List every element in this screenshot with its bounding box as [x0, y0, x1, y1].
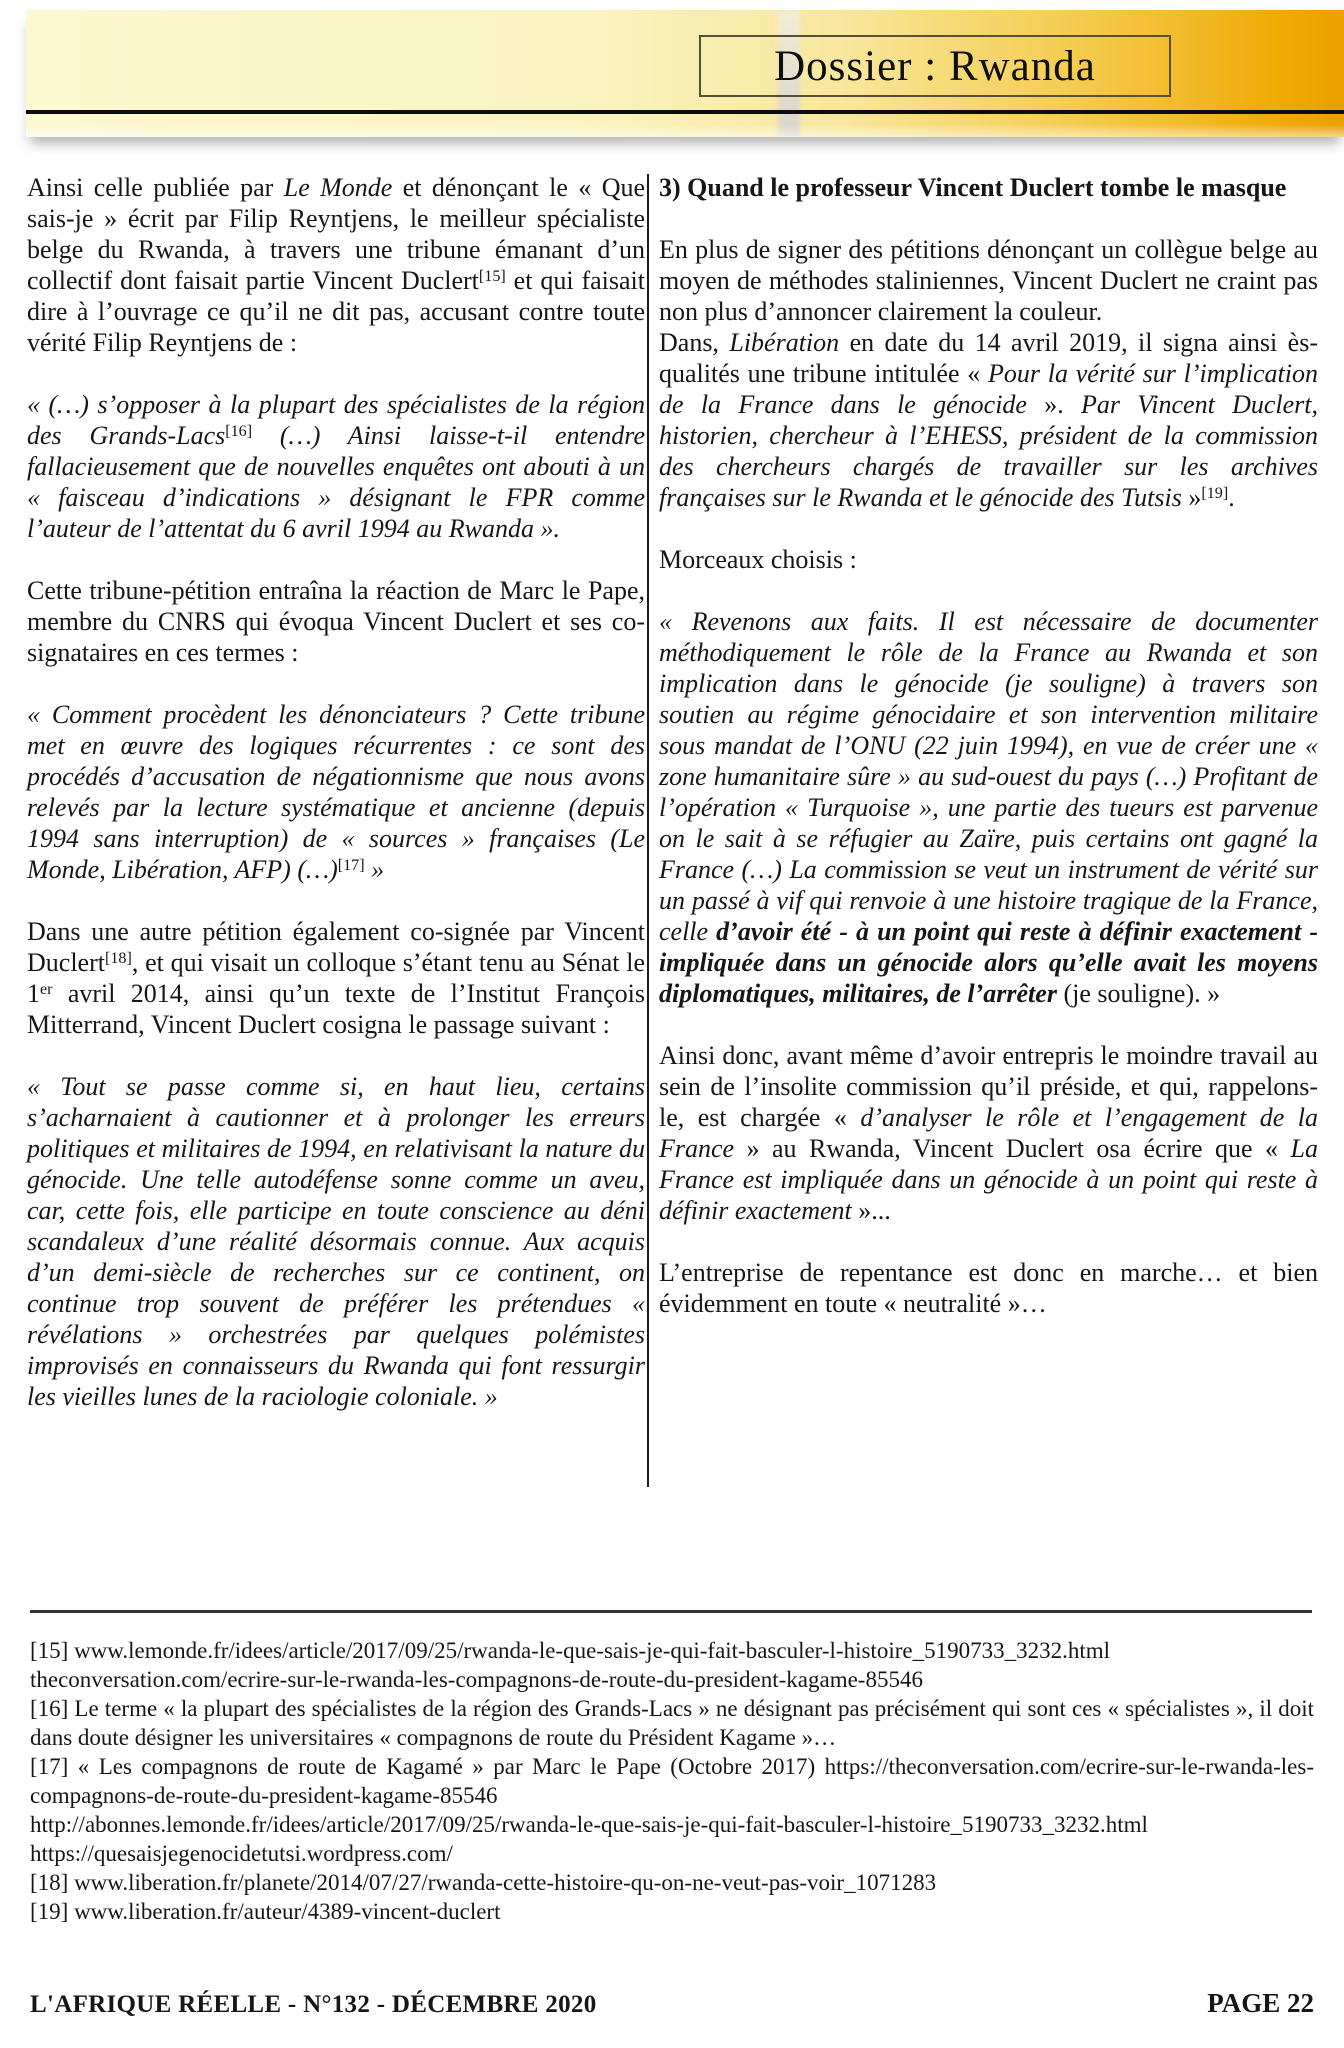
footnote-17: [17] « Les compagnons de route de Kagamé » par Marc le Pape (Octobre 2017) https://theconversation.com/ecrire-sur-le-rwanda-les-compagnons-de-route-du-president-kagame-85546 — [30, 1754, 1314, 1808]
footnote-separator — [30, 1610, 1312, 1613]
section-heading: 3) Quand le professeur Vincent Duclert tombe le masque — [659, 173, 1287, 202]
dossier-title-box — [699, 35, 1171, 97]
footnote-17-line-3: https://quesaisjegenocidetutsi.wordpress.com/ — [30, 1841, 453, 1866]
right-column — [659, 172, 1318, 1319]
banner-rule — [26, 110, 1344, 114]
page-title: Dossier : Rwanda — [774, 42, 1096, 90]
paragraph-right-1: En plus de signer des pétitions dénonçant un collègue belge au moyen de méthodes staliniennes, Vincent Duclert ne craint pas non plus d’annoncer clairement la couleur. — [659, 235, 1318, 326]
header-banner — [26, 10, 1344, 137]
footnote-16: [16] Le terme « la plupart des spécialistes de la région des Grands-Lacs » ne désignant pas précisément qui sont ces « spécialistes », il doit dans doute désigner les universitaires « compagnons de route du Président Kagame »… — [30, 1696, 1314, 1750]
left-column — [27, 172, 645, 1412]
paragraph-right-5: Ainsi donc, avant même d’avoir entrepris le moindre travail au sein de l’insolite commission qu’il préside, et qui, rappelons-le, est chargée « d’analyser le rôle et l’engagement de la France » au Rwanda, Vincent Duclert osa écrire que « La France est impliquée dans un génocide à un point qui reste à définir exactement »... — [659, 1041, 1319, 1225]
paragraph-left-4-quote: « Comment procèdent les dénonciateurs ? Cette tribune met en œuvre des logiques récurrentes : ce sont des procédés d’accusation de négationnisme que nous avons relevés par la lecture systématique et ancienne (depuis 1994 sans interruption) de « sources » françaises (Le Monde, Libération, AFP) (…)[17] » — [27, 700, 645, 884]
paragraph-left-2-quote: « (…) s’opposer à la plupart des spécialistes de la région des Grands-Lacs[16] (…) Ainsi laisse-t-il entendre fallacieusement que de nouvelles enquêtes ont abouti à un « faisceau d’indications » désignant le FPR comme l’auteur de l’attentat du 6 avril 1994 au Rwanda ». — [27, 390, 645, 543]
column-divider — [647, 174, 649, 1487]
paragraph-left-6-quote: « Tout se passe comme si, en haut lieu, certains s’acharnaient à cautionner et à prolonger les erreurs politiques et militaires de 1994, en relativisant la nature du génocide. Une telle autodéfense sonne comme un aveu, car, cette fois, elle participe en toute conscience au déni scandaleux d’une réalité désormais connue. Aux acquis d’un demi-siècle de recherches sur ce continent, on continue trop souvent de préférer les prétendues « révélations » orchestrées par quelques polémistes improvisés en connaisseurs du Rwanda qui font ressurgir les vieilles lunes de la raciologie coloniale. » — [27, 1072, 645, 1411]
banner-bottom-fade — [26, 124, 1344, 137]
footnote-15-line-2: theconversation.com/ecrire-sur-le-rwanda-les-compagnons-de-route-du-president-kagame-85546 — [30, 1667, 923, 1692]
paragraph-right-3: Morceaux choisis : — [659, 545, 857, 574]
journal-issue-label: L'AFRIQUE RÉELLE - N°132 - DÉCEMBRE 2020 — [30, 1991, 597, 2018]
footnotes-block — [30, 1636, 1314, 1926]
paragraph-left-3: Cette tribune-pétition entraîna la réaction de Marc le Pape, membre du CNRS qui évoqua Vincent Duclert et ses co-signataires en ces termes : — [27, 576, 645, 667]
paragraph-left-1: Ainsi celle publiée par Le Monde et dénonçant le « Que sais-je » écrit par Filip Reyntjens, le meilleur spécialiste belge du Rwanda, à travers une tribune émanant d’un collectif dont faisait partie Vincent Duclert[15] et qui faisait dire à l’ouvrage ce qu’il ne dit pas, accusant contre toute vérité Filip Reyntjens de : — [27, 173, 646, 357]
paragraph-left-5: Dans une autre pétition également co-signée par Vincent Duclert[18], et qui visait un colloque s’étant tenu au Sénat le 1er avril 2014, ainsi qu’un texte de l’Institut François Mitterrand, Vincent Duclert cosigna le passage suivant : — [27, 917, 645, 1039]
paragraph-right-2: Dans, Libération en date du 14 avril 2019, il signa ainsi ès-qualités une tribune intitulée « Pour la vérité sur l’implication de la France dans le génocide ». Par Vincent Duclert, historien, chercheur à l’EHESS, président de la commission des chercheurs chargés de travailler sur les archives françaises sur le Rwanda et le génocide des Tutsis »[19]. — [659, 328, 1319, 512]
page-number: PAGE 22 — [1207, 1988, 1314, 2018]
page-footer — [30, 1988, 1314, 2019]
paragraph-right-4-quote: « Revenons aux faits. Il est nécessaire de documenter méthodiquement le rôle de la France au Rwanda et son implication dans le génocide (je souligne) à travers son soutien au régime génocidaire et son intervention militaire sous mandat de l’ONU (22 juin 1994), en vue de créer une « zone humanitaire sûre » au sud-ouest du pays (…) Profitant de l’opération « Turquoise », une partie des tueurs est parvenue on le sait à se réfugier au Zaïre, puis certains ont gagné la France (…) La commission se veut un instrument de vérité sur un passé à vif qui renvoie à une histoire tragique de la France, celle d’avoir été - à un point qui reste à définir exactement - impliquée dans un génocide alors qu’elle avait les moyens diplomatiques, militaires, de l’arrêter (je souligne). » — [659, 607, 1318, 1008]
footnote-15-line-1: [15] www.lemonde.fr/idees/article/2017/09/25/rwanda-le-que-sais-je-qui-fait-basculer-l-histoire_5190733_3232.html — [30, 1638, 1111, 1663]
footnote-19: [19] www.liberation.fr/auteur/4389-vincent-duclert — [30, 1899, 501, 1924]
paragraph-right-6: L’entreprise de repentance est donc en marche… et bien évidemment en toute « neutralité »… — [659, 1258, 1318, 1318]
footnote-17-line-2: http://abonnes.lemonde.fr/idees/article/2017/09/25/rwanda-le-que-sais-je-qui-fait-basculer-l-histoire_5190733_3232.html — [30, 1812, 1148, 1837]
footnote-18: [18] www.liberation.fr/planete/2014/07/27/rwanda-cette-histoire-qu-on-ne-veut-pas-voir_1071283 — [30, 1870, 937, 1895]
